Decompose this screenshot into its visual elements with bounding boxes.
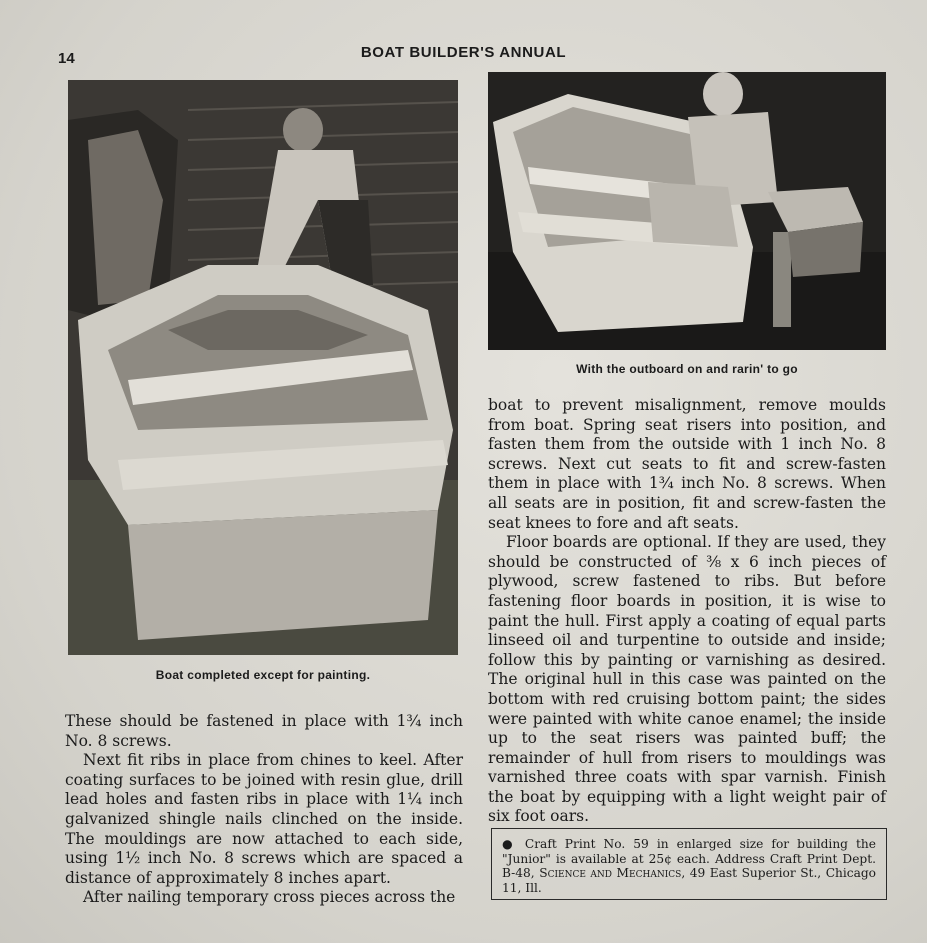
notice-publisher: Science and Mechanics (539, 866, 682, 880)
right-text-column (488, 396, 886, 827)
notice-text-a: Craft Print No. 59 in enlarged size for building the "Junior" is available at 25¢ each. Address Craft Print Dept. B-48, (502, 837, 876, 880)
left-para-3: After nailing temporary cross pieces across the (83, 888, 456, 907)
right-para-1: boat to prevent misalignment, remove moulds from boat. Spring seat risers into position, and fasten them from the outside with 1 inch No. 8 screws. Next cut seats to fit and screw-fasten them in place with 1¾ inch No. 8 screws. When all seats are in position, fit and screw-fasten the seat knees to fore and aft seats. (488, 396, 886, 532)
craft-print-notice (491, 828, 887, 900)
left-text-column (65, 712, 463, 908)
bullet-icon: ● (502, 837, 517, 851)
running-head: BOAT BUILDER'S ANNUAL (360, 44, 567, 61)
notice-text-b: , 49 East Superior St., Chicago 11, Ill. (502, 866, 877, 895)
right-photo-caption: With the outboard on and rarin' to go (576, 362, 798, 376)
left-para-2: Next fit ribs in place from chines to keel. After coating surfaces to be joined with resin glue, drill lead holes and fasten ribs in place with 1¼ inch galvanized shingle nails clinched on the inside. The mouldings are now attached to each side, using 1½ inch No. 8 screws which are spaced a distance of approximately 8 inches apart. (65, 751, 463, 887)
page-number: 14 (58, 50, 75, 67)
left-para-1: These should be fastened in place with 1¾ inch No. 8 screws. (65, 712, 463, 750)
left-photo-caption: Boat completed except for painting. (155, 668, 371, 682)
outboard-photo (488, 72, 886, 350)
right-para-2: Floor boards are optional. If they are used, they should be constructed of ⅜ x 6 inch pieces of plywood, screw fastened to ribs. But before fastening floor boards in position, it is wise to paint the hull. First apply a coating of equal parts linseed oil and turpentine to outside and inside; follow this by painting or varnishing as desired. The original hull in this case was painted on the bottom with red cruising bottom paint; the sides were painted with white canoe enamel; the inside up to the seat risers was painted buff; the remainder of hull from risers to mouldings was varnished three coats with spar varnish. Finish the boat by equipping with a light weight pair of six foot oars. (488, 533, 886, 826)
boat-hull-photo (68, 80, 458, 655)
